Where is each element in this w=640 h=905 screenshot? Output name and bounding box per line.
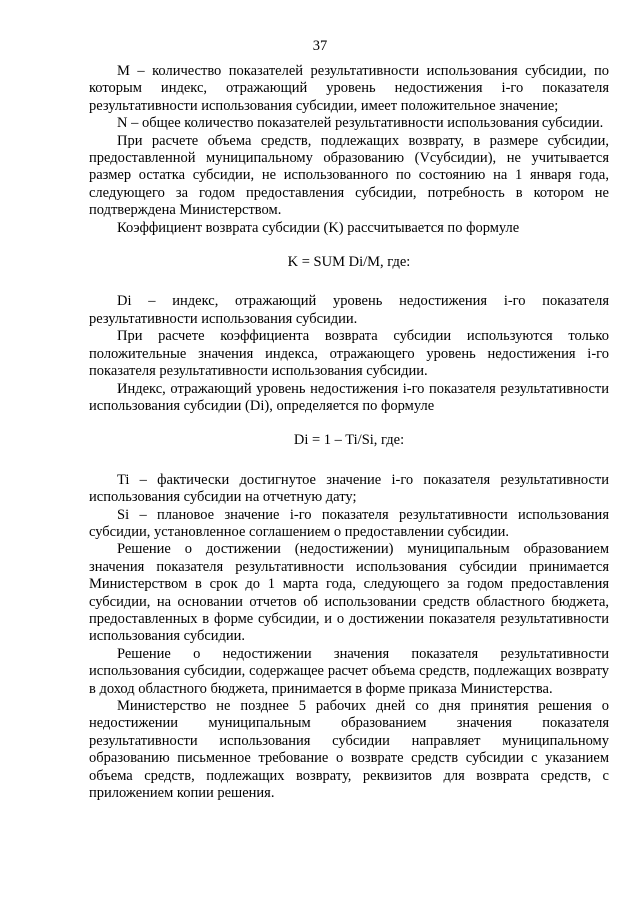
paragraph-achievement-decision: Решение о достижении (недостижении) муниципальным образованием значения показателя результативности использования субсидии принимается Министерством в срок до 1 марта года, следующего за годом предоставления субсидии, на основании отчетов об использовании средств областного бюджета, предоставленных в форме субсидии, и о достижении показателя результативности использования субсидии. — [89, 541, 609, 645]
paragraph-di-formula-intro: Индекс, отражающий уровень недостижения i-го показателя результативности использования субсидии (Di), определяется по формуле — [89, 380, 609, 414]
paragraph-m-definition: M – количество показателей результативности использования субсидии, по которым индекс, отражающий уровень недостижения i-го показателя результативности использования субсидии, имеет положительное значение; — [89, 63, 609, 114]
paragraph-ministry-requirement: Министерство не позднее 5 рабочих дней со дня принятия решения о недостижении муниципальным образованием значения показателя результативности использования субсидии направляет муниципальному образованию письменное требование о возврате средств субсидии с указанием объема средств, подлежащих возврату, реквизитов для возврата средств, с приложением копии решения. — [89, 698, 609, 802]
spacer — [89, 450, 609, 472]
document-body — [89, 63, 609, 802]
paragraph-n-definition: N – общее количество показателей результативности использования субсидии. — [117, 115, 604, 132]
paragraph-positive-values: При расчете коэффициента возврата субсидии используются только положительные значения индекса, отражающего уровень недостижения i-го показателя результативности использования субсидии. — [89, 328, 609, 380]
paragraph-si-definition: Si – плановое значение i-го показателя результативности использования субсидии, установленное соглашением о предоставлении субсидии. — [89, 506, 609, 540]
formula-k: K = SUM Di/M, где: — [287, 254, 411, 271]
page-number: 37 — [312, 38, 328, 54]
paragraph-refund-volume: При расчете объема средств, подлежащих возврату, в размере субсидии, предоставленной муниципальному образованию (Vсубсидии), не учитывается размер остатка субсидии, не использованного по состоянию на 1 января года, следующего за годом предоставления субсидии, потребность в котором не подтверждена Министерством. — [89, 132, 609, 219]
paragraph-ti-definition: Ti – фактически достигнутое значение i-го показателя результативности использования субсидии на отчетную дату; — [89, 471, 609, 506]
paragraph-di-definition: Di – индекс, отражающий уровень недостижения i-го показателя результативности использования субсидии. — [89, 293, 609, 327]
spacer — [89, 415, 609, 432]
paragraph-k-formula-intro: Коэффициент возврата субсидии (K) рассчитывается по формуле — [117, 219, 520, 236]
spacer — [89, 237, 609, 254]
spacer — [89, 271, 609, 293]
formula-di: Di = 1 – Ti/Si, где: — [293, 432, 405, 449]
paragraph-non-achievement-decision: Решение о недостижении значения показателя результативности использования субсидии, содержащее расчет объема средств, подлежащих возврату в доход областного бюджета, принимается в форме приказа Министерства. — [89, 645, 609, 697]
